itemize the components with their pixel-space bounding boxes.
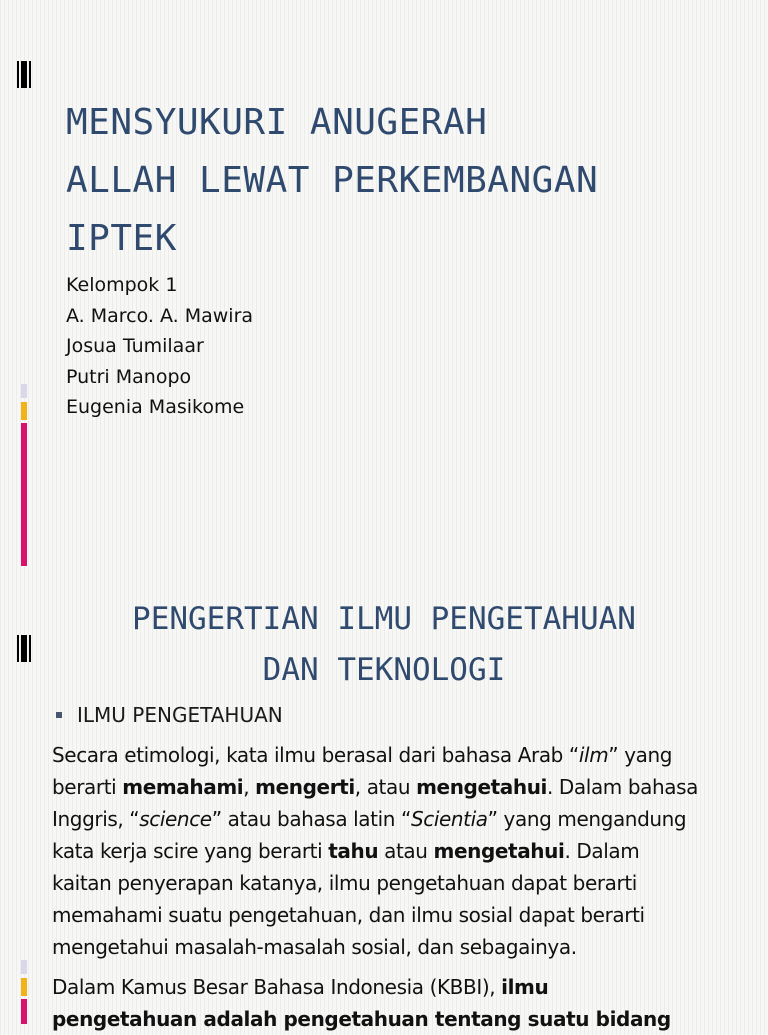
bullet-square-icon — [56, 712, 62, 718]
paragraph-line: mengetahui masalah-masalah sosial, dan sebagainya. — [52, 935, 577, 959]
group-members — [66, 270, 253, 423]
section-title — [0, 594, 768, 696]
member-name: Putri Manopo — [66, 365, 192, 388]
group-label: Kelompok 1 — [66, 274, 178, 296]
bullet-item — [56, 701, 283, 729]
bullet-label: ILMU PENGETAHUAN — [77, 703, 283, 727]
title-line: ALLAH LEWAT PERKEMBANGAN — [66, 160, 599, 201]
paragraph-line: kaitan penyerapan katanya, ilmu pengetahuan dapat berarti — [52, 871, 637, 895]
bars-icon — [17, 61, 31, 88]
title-line: DAN TEKNOLOGI — [262, 652, 506, 688]
paragraph-kbbi — [52, 971, 764, 1035]
slide-definition — [0, 576, 768, 1031]
title-line: PENGERTIAN ILMU PENGETAHUAN — [132, 601, 636, 637]
accent-stripe-yellow — [21, 402, 27, 420]
paragraph-line: kata kerja scire yang berarti tahu atau mengetahui. Dalam — [52, 839, 640, 863]
title-line: MENSYUKURI ANUGERAH — [66, 102, 488, 143]
accent-stripe-magenta — [21, 423, 27, 566]
paragraph-etymology — [52, 739, 764, 963]
member-name: Eugenia Masikome — [66, 396, 245, 418]
accent-stripe-gray — [21, 384, 27, 398]
accent-stripe-yellow — [21, 978, 27, 996]
member-name: Josua Tumilaar — [66, 335, 204, 357]
accent-stripe-gray — [21, 960, 27, 974]
paragraph-line: berarti memahami, mengerti, atau mengetahui. Dalam bahasa — [52, 775, 698, 799]
presentation-title — [66, 94, 598, 268]
paragraph-line: Dalam Kamus Besar Bahasa Indonesia (KBBI), ilmu — [52, 975, 549, 999]
accent-stripe-magenta — [21, 999, 27, 1024]
member-name: A. Marco. A. Mawira — [66, 304, 254, 327]
paragraph-line: Inggris, “science” atau bahasa latin “Scientia” yang mengandung — [52, 807, 687, 831]
paragraph-line: pengetahuan adalah pengetahuan tentang suatu bidang — [52, 1007, 671, 1031]
title-line: IPTEK — [66, 218, 177, 259]
paragraph-line: memahami suatu pengetahuan, dan ilmu sosial dapat berarti — [52, 903, 645, 927]
paragraph-line: Secara etimologi, kata ilmu berasal dari bahasa Arab “ilm” yang — [52, 743, 673, 767]
